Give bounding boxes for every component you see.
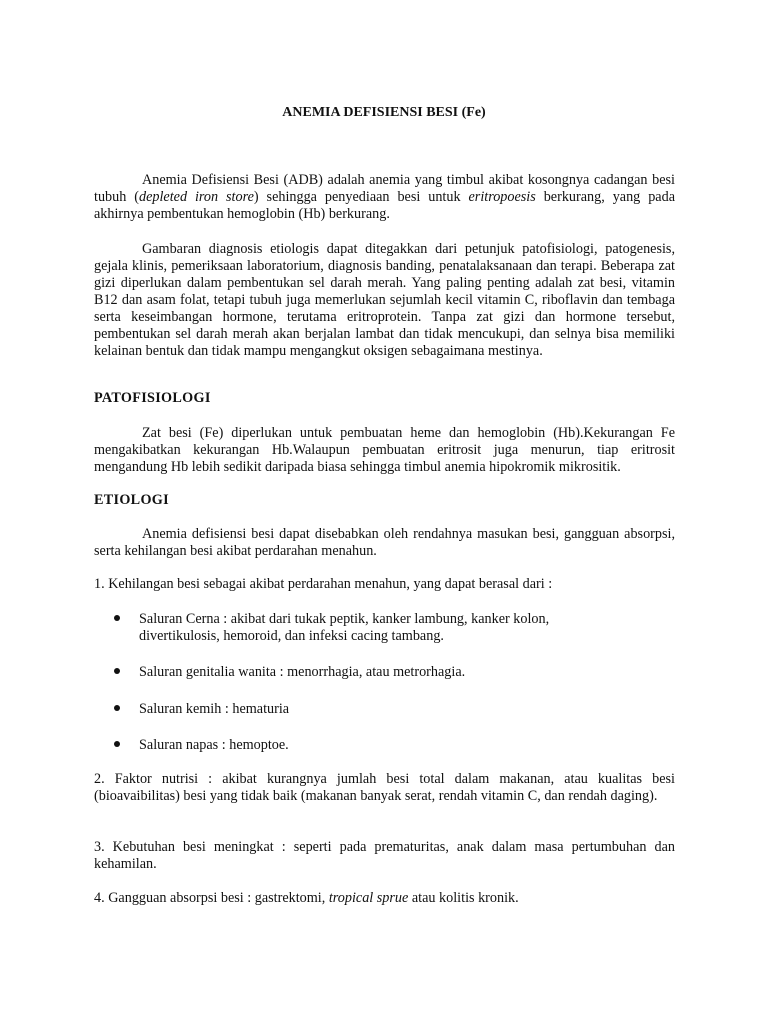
etiologi-item-1: 1. Kehilangan besi sebagai akibat perdarahan menahun, yang dapat berasal dari : <box>94 576 553 592</box>
patofisiologi-paragraph: Zat besi (Fe) diperlukan untuk pembuatan heme dan hemoglobin (Hb).Kekurangan Fe mengakibatkan kekurangan Hb.Walaupun pembuatan eritrosit juga menurun, tiap eritrosit mengandung Hb lebih sedikit daripada biasa sehingga timbul anemia hipokromik mikrositik. <box>94 425 675 475</box>
document-title: ANEMIA DEFISIENSI BESI (Fe) <box>282 105 486 120</box>
intro-p1-italic-depleted: depleted iron store <box>138 189 254 205</box>
bullet-icon <box>114 614 122 622</box>
bullet-item-saluran-cerna: Saluran Cerna : akibat dari tukak peptik, kanker lambung, kanker kolon, divertikulosis, hemoroid, dan infeksi cacing tambang. <box>139 611 550 644</box>
intro-p1-text-a: Anemia Defisiensi Besi (ADB) adalah anemia yang timbul akibat kosongnya cadangan besi tubuh ( <box>94 172 675 205</box>
etiologi-item-2: 2. Faktor nutrisi : akibat kurangnya jumlah besi total dalam makanan, atau kualitas besi (bioavaibilitas) besi yang tidak baik (makanan banyak serat, rendah vitamin C, dan rendah daging). <box>94 771 675 804</box>
intro-p1-text-c: berkurang, yang pada akhirnya pembentukan hemoglobin (Hb) berkurang. <box>94 189 675 222</box>
bullet-item-saluran-genitalia: Saluran genitalia wanita : menorrhagia, atau metrorhagia. <box>139 664 466 680</box>
heading-etiologi: ETIOLOGI <box>94 492 169 508</box>
etiologi-item-4-text-a: 4. Gangguan absorpsi besi : gastrektomi, <box>94 890 329 906</box>
etiologi-item-3: 3. Kebutuhan besi meningkat : seperti pada prematuritas, anak dalam masa pertumbuhan dan kehamilan. <box>94 839 675 872</box>
bullet-item-saluran-kemih: Saluran kemih : hematuria <box>139 701 290 717</box>
etiologi-paragraph: Anemia defisiensi besi dapat disebabkan oleh rendahnya masukan besi, gangguan absorpsi, serta kehilangan besi akibat perdarahan menahun. <box>94 526 675 559</box>
intro-p1-text-b: ) sehingga penyediaan besi untuk <box>253 189 469 205</box>
etiologi-item-4-text-b: atau kolitis kronik. <box>408 890 519 906</box>
intro-p1-italic-eritropoesis: eritropoesis <box>468 189 536 205</box>
bullet-item-saluran-napas: Saluran napas : hemoptoe. <box>139 737 289 753</box>
intro-paragraph-1 <box>94 172 675 223</box>
bullet-icon <box>114 704 122 712</box>
intro-paragraph-2: Gambaran diagnosis etiologis dapat ditegakkan dari petunjuk patofisiologi, patogenesis, gejala klinis, pemeriksaan laboratorium, diagnosis banding, penatalaksanaan dan terapi. Beberapa zat gizi diperlukan dalam pembentukan sel darah merah. Yang paling penting adalah zat besi, vitamin B12 dan asam folat, tetapi tubuh juga memerlukan sejumlah kecil vitamin C, riboflavin dan tembaga serta keseimbangan hormone, terutama eritroprotein. Tanpa zat gizi dan hormone tersebut, pembentukan sel darah merah akan berjalan lambat dan tidak mencukupi, dan selnya bisa memiliki kelainan bentuk dan tidak mampu mengangkut oksigen sebagaimana mestinya. <box>94 241 675 359</box>
etiologi-item-4 <box>94 890 675 907</box>
bullet-icon <box>114 667 122 675</box>
etiologi-item-4-italic: tropical sprue <box>328 890 409 906</box>
bullet-icon <box>114 740 122 748</box>
heading-patofisiologi: PATOFISIOLOGI <box>94 390 211 406</box>
